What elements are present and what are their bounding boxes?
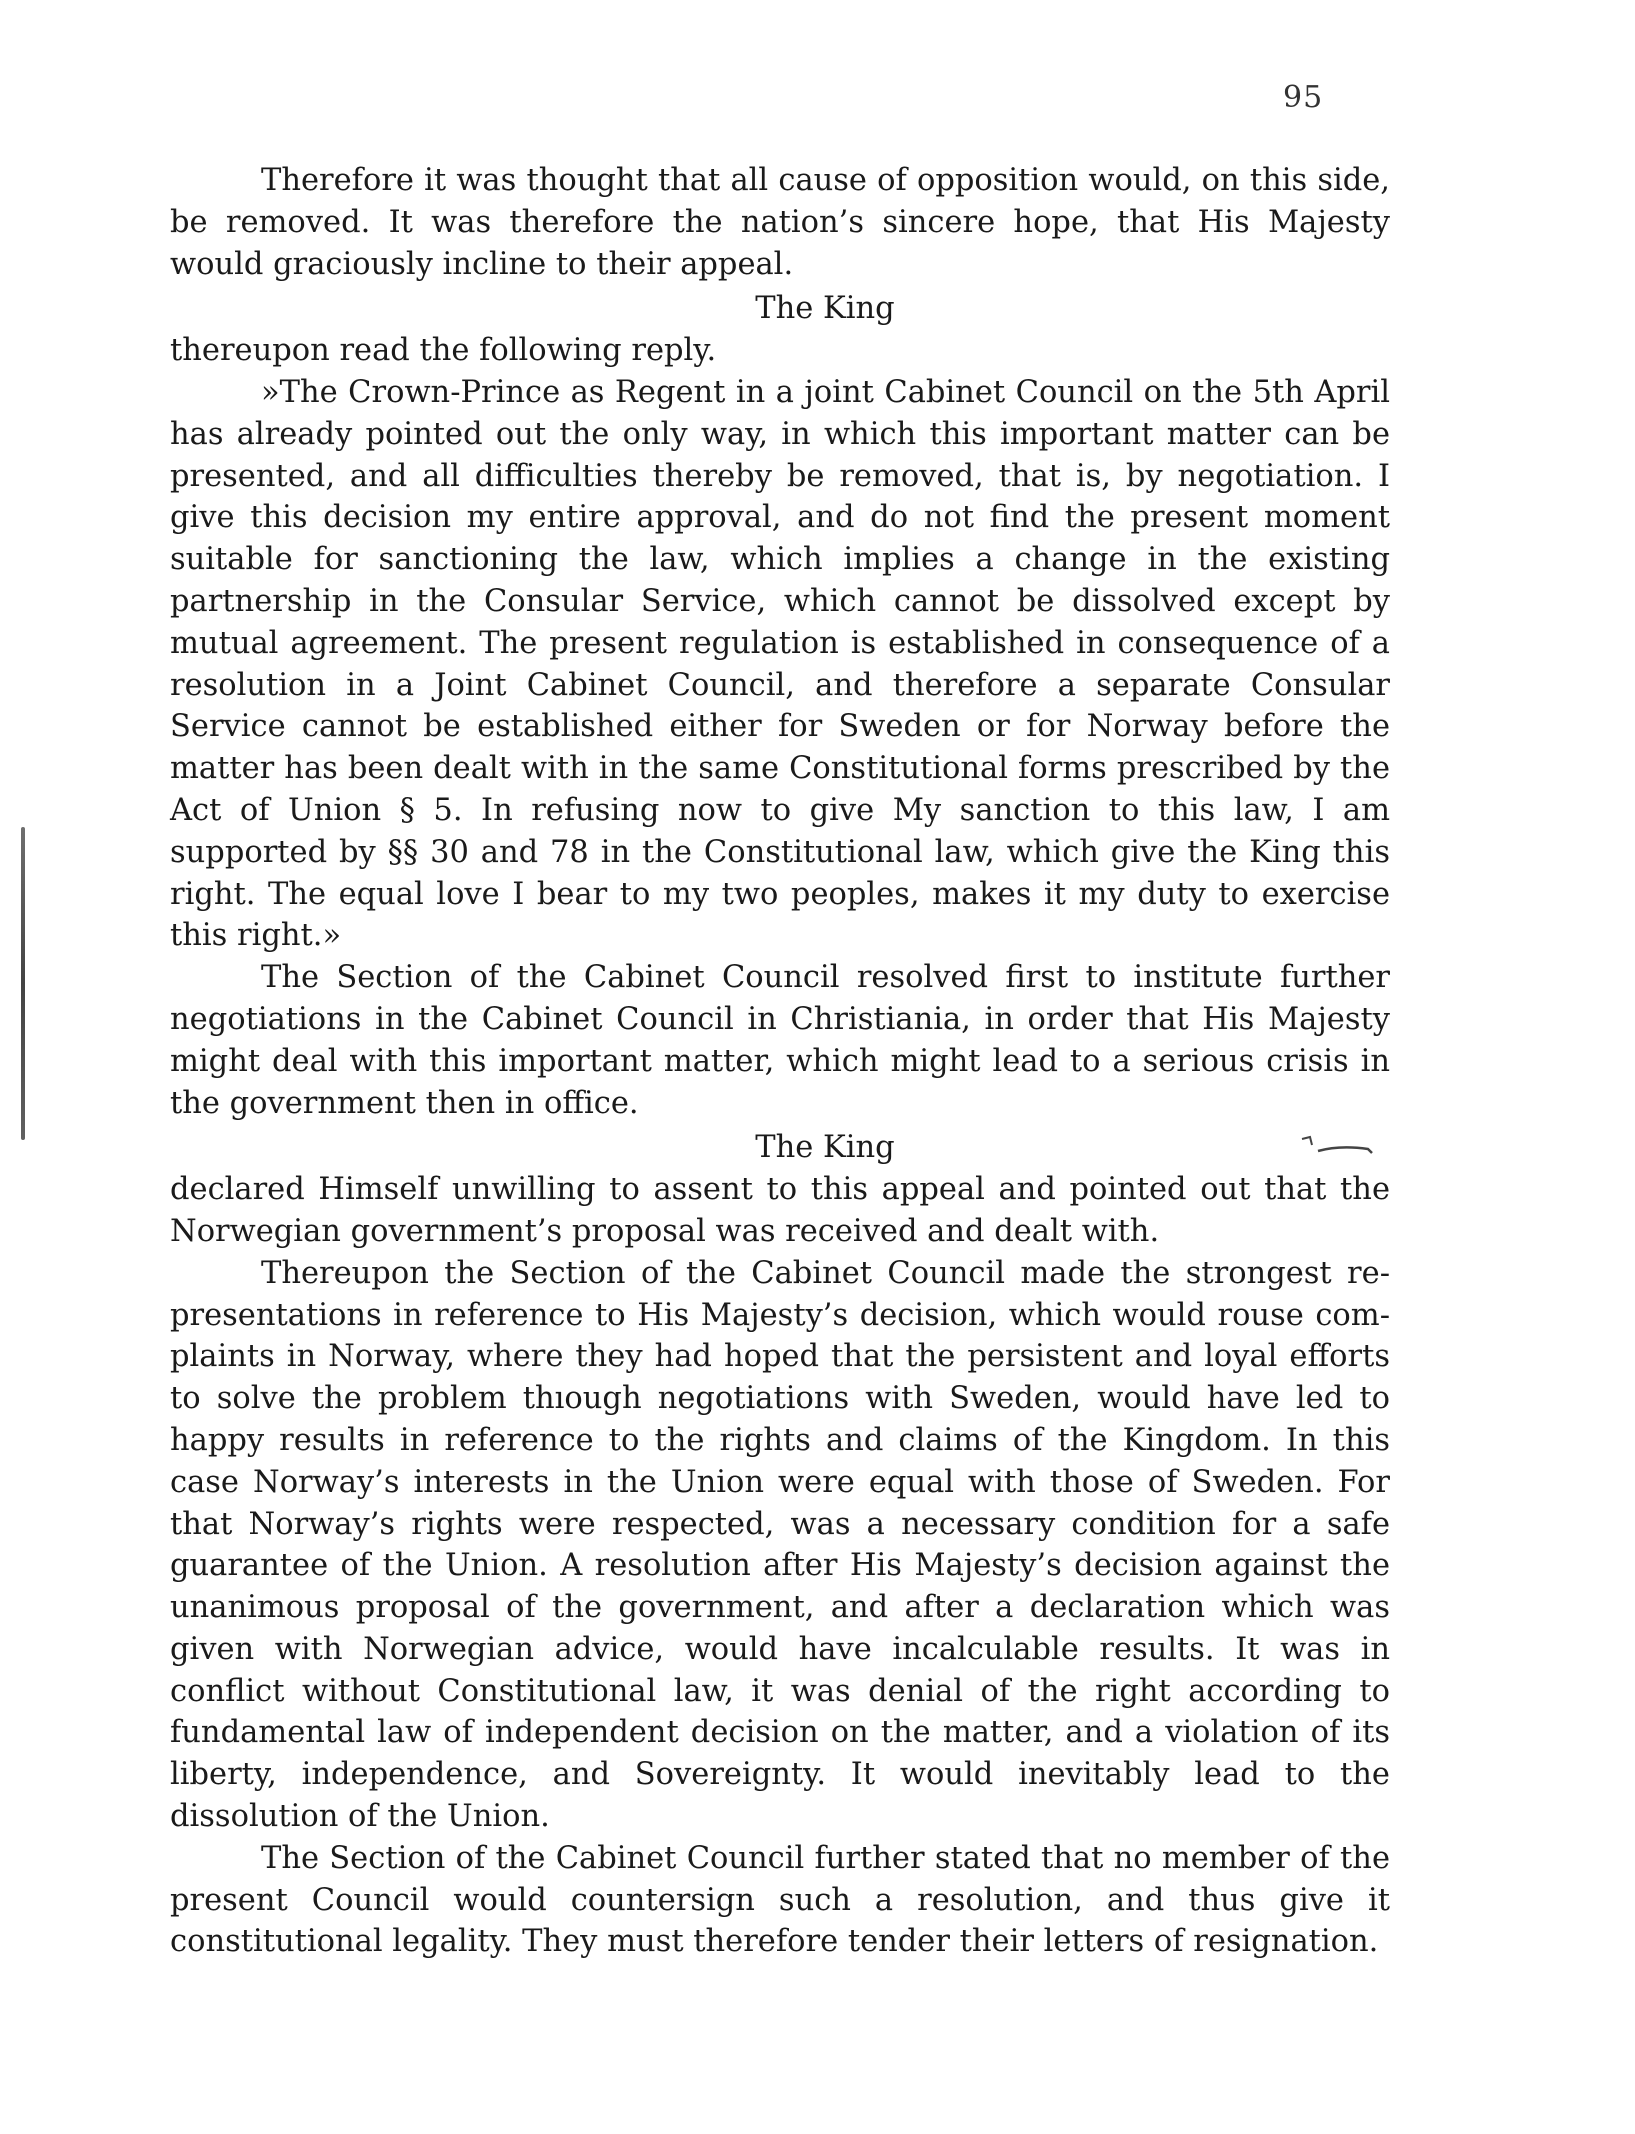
paragraph-king-reply-quote: »The Crown-Prince as Regent in a joint Cabinet Council on the 5th April has already pointed out the only way, in which this important matter can be presented, and all difficulties thereby be removed, that is, by negotiation. I give this decision my entire approval, and do not find the present moment suitable for sanctioning the law, which implies a change in the existing partnership in the Consular Service, which cannot be dissolved except by mutual agreement. The present regulation is established in consequence of a resolution in a Joint Cabinet Council, and therefore a separate Consular Service cannot be established either for Sweden or for Norway before the matter has been dealt with in the same Constitutional forms prescribed by the Act of Union § 5. In refusing now to give My sanction to this law, I am supported by §§ 30 and 78 in the Constitutional law, which give the King this right. The equal love I bear to my two peoples, makes it my duty to exercise this right.» — [170, 374, 1390, 954]
paragraph-resignation: The Section of the Cabinet Council further stated that no member of the present Council would countersign such a resolution, and thus give it constitutional legality. They must therefore tender their letters of resignation. — [170, 1840, 1390, 1960]
paragraph-opposition-removed: Therefore it was thought that all cause of opposition would, on this side, be removed. It was therefore the nation’s sincere hope, that His Majesty would graciously incline to their appeal. — [170, 163, 1390, 282]
heading-the-king-1: The King — [755, 291, 895, 327]
page-number: 95 — [1283, 80, 1324, 115]
margin-ink-mark — [21, 827, 25, 1140]
body-text — [170, 160, 1390, 1963]
paragraph-strongest-representations: Thereupon the Section of the Cabinet Council made the strongest representations in reference to His Majesty’s decision, which would rouse complaints in Norway, where they had hoped that the persistent and loyal efforts to solve the problem thıough negotiations with Sweden, would have led to happy results in reference to the rights and claims of the Kingdom. In this case Norway’s interests in the Union were equal with those of Sweden. For that Norway’s rights were respected, was a necessary condition for a safe guarantee of the Union. A resolution after His Majesty’s decision against the unanimous proposal of the government, and after a declaration which was given with Norwegian advice, would have incalculable results. It was in conflict without Constitutional law, it was denial of the right according to fundamental law of independent decision on the matter, and a violation of its liberty, independence, and Sovereignty. It would inevitably lead to the dissolution of the Union. — [170, 1255, 1390, 1835]
paragraph-king-declared: declared Himself unwilling to assent to this appeal and pointed out that the Norwegian government’s proposal was received and dealt with. — [170, 1172, 1390, 1249]
paragraph-king-reply-intro: thereupon read the following reply. — [170, 333, 717, 369]
paragraph-section-resolved: The Section of the Cabinet Council resolved first to institute further negotiations in the Cabinet Council in Christiania, in order that His Majesty might deal with this important matter, which might lead to a serious crisis in the government then in office. — [170, 960, 1390, 1121]
heading-the-king-2: The King — [755, 1130, 895, 1166]
